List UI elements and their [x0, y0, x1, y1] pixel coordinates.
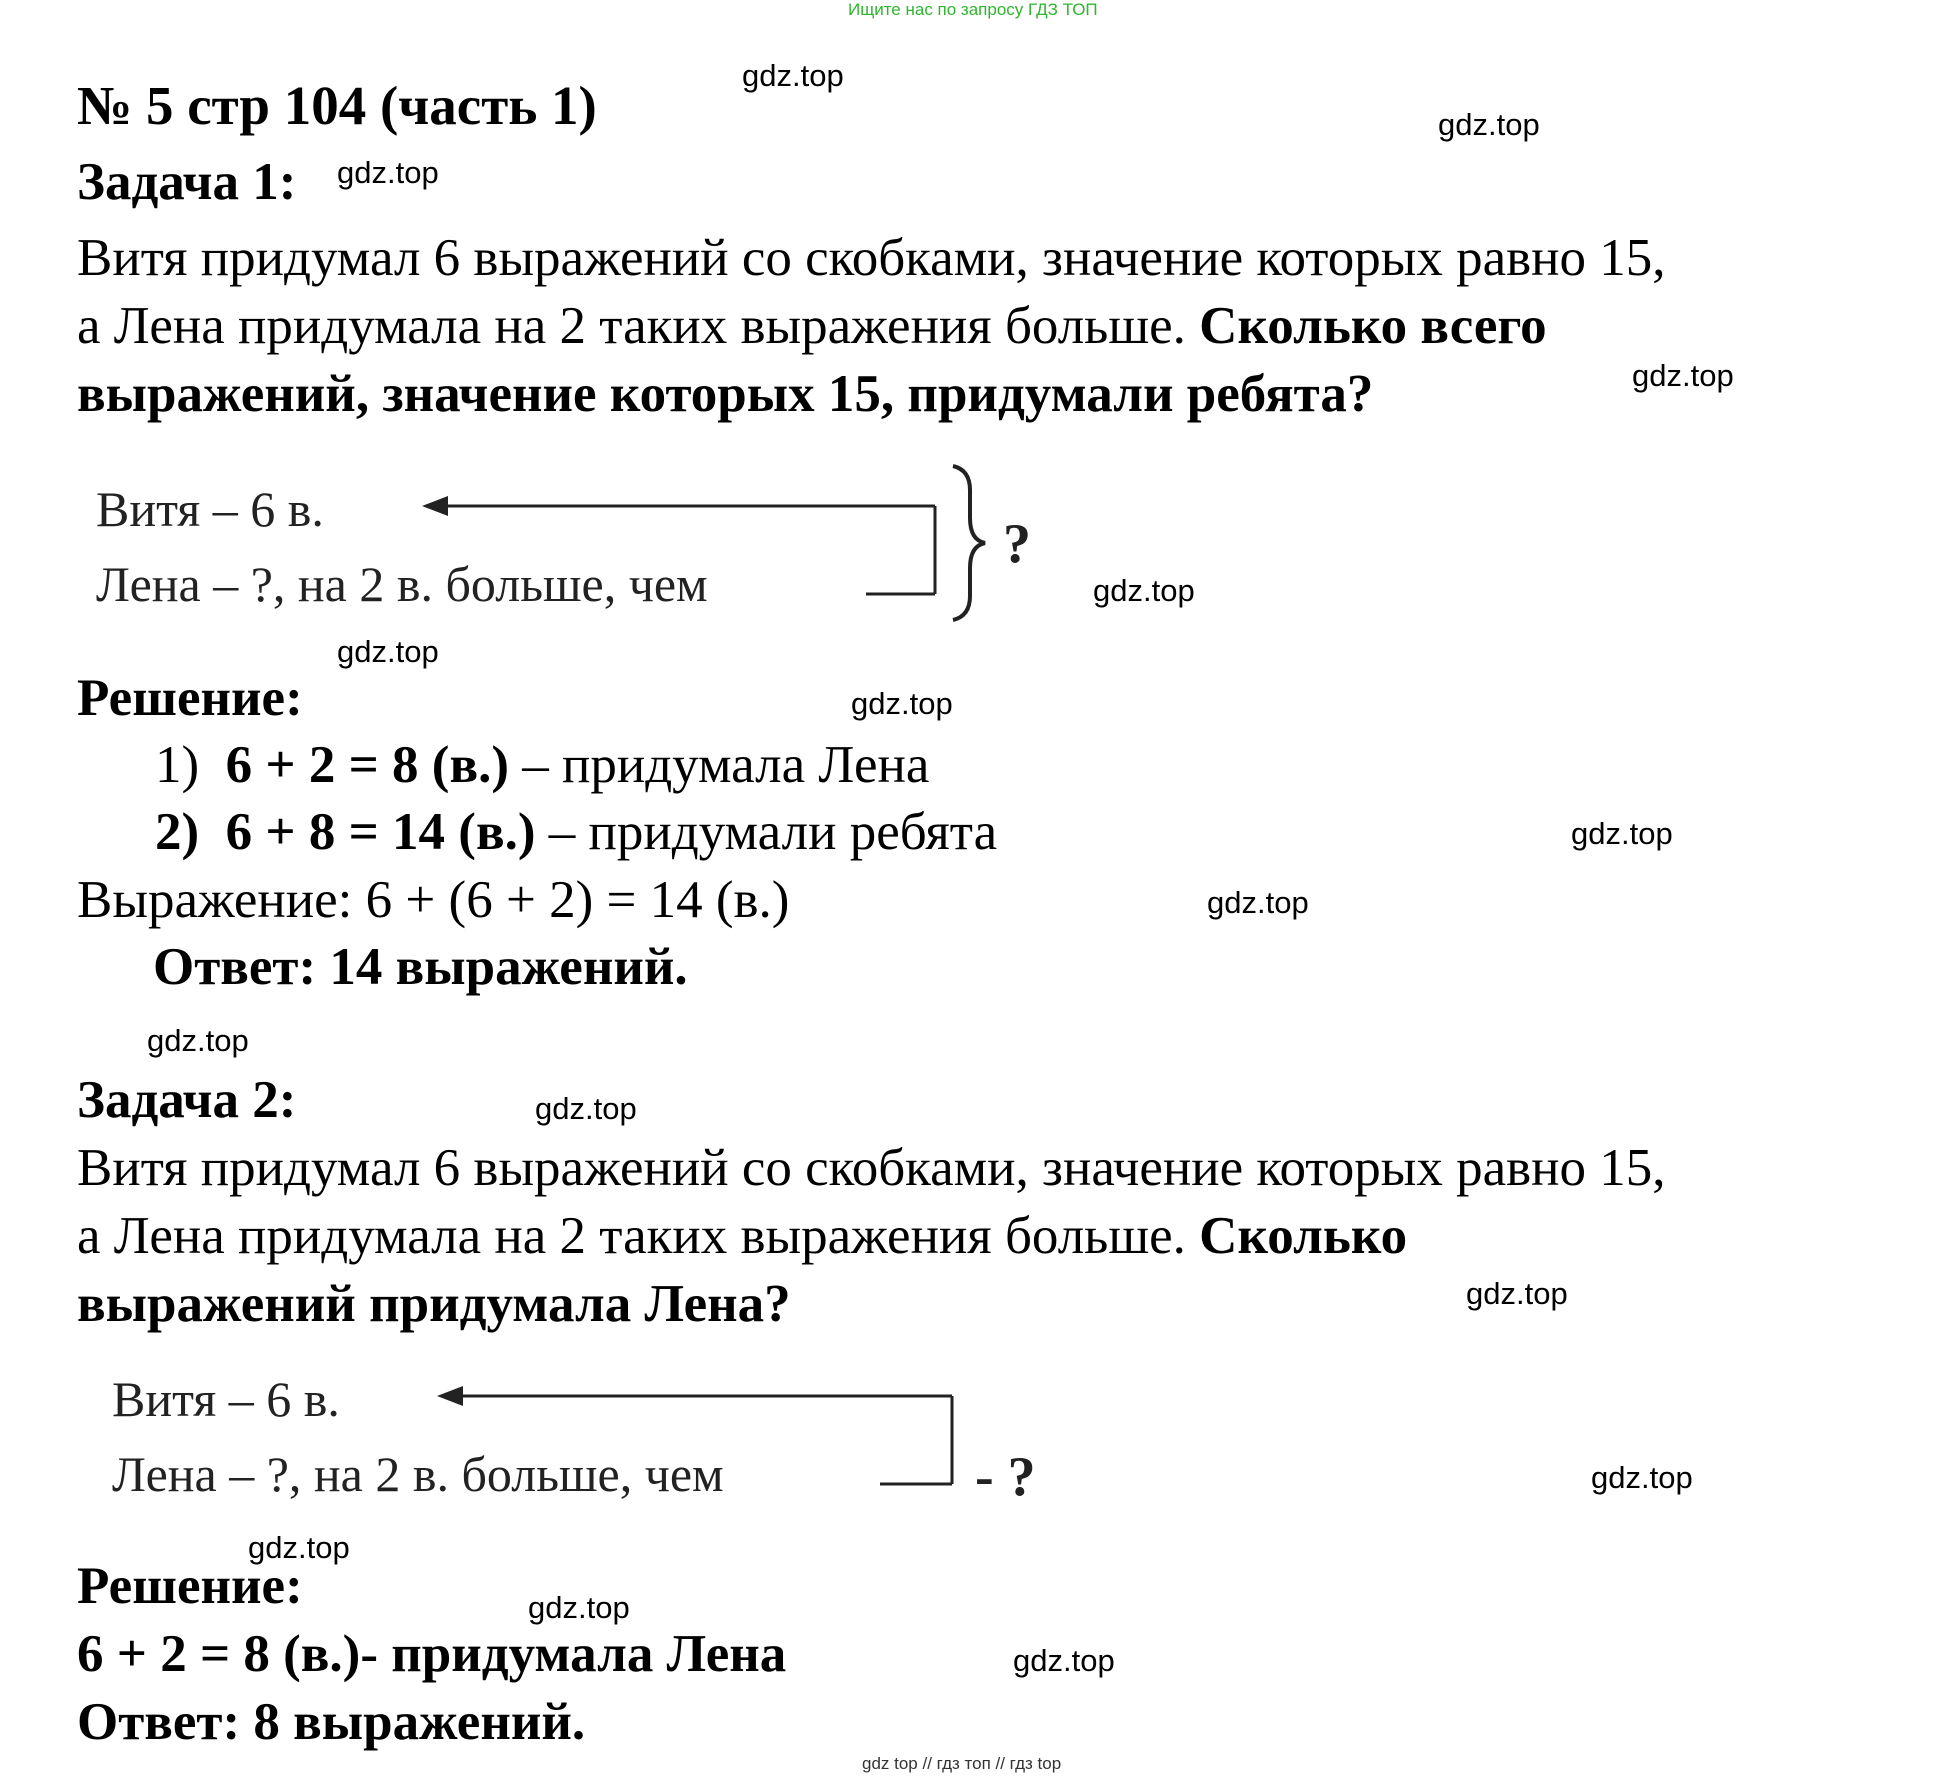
task2-text-line1: Витя придумал 6 выражений со скобками, значение которых равно 15,: [77, 1139, 1666, 1197]
task1-step1-num: 1): [155, 736, 200, 794]
task1-diagram-vitya: Витя – 6 в.: [96, 481, 324, 537]
task1-step2-expr: 6 + 8 = 14 (в.): [225, 803, 536, 861]
watermark-8: gdz.top: [1571, 816, 1673, 851]
task2-text-line2-plain: а Лена придумала на 2 таких выражения больше.: [77, 1207, 1186, 1265]
watermark-7: gdz.top: [851, 686, 953, 721]
task1-question: выражений, значение которых 15, придумали ребята?: [77, 365, 1374, 423]
task1-step2-text: – придумали ребята: [535, 803, 998, 861]
task1-diagram-question: ?: [1003, 513, 1031, 575]
task1-answer: Ответ: 14 выражений.: [153, 938, 688, 996]
watermark-9: gdz.top: [1207, 885, 1309, 920]
task2-answer: Ответ: 8 выражений.: [77, 1693, 586, 1751]
task2-arrowhead: [437, 1386, 463, 1406]
bottom-banner: gdz top // гдз топ // гдз top: [862, 1754, 1062, 1773]
task1-step1-expr: 6 + 2 = 8 (в.): [225, 736, 509, 794]
task2-heading: Задача 2:: [77, 1071, 297, 1129]
task1-expression: Выражение: 6 + (6 + 2) = 14 (в.): [77, 871, 790, 929]
task1-text-line2-plain: а Лена придумала на 2 таких выражения больше.: [77, 297, 1186, 355]
task1-solution-heading: Решение:: [77, 669, 303, 727]
task1-arrow: [440, 506, 935, 594]
watermark-2: gdz.top: [1438, 107, 1540, 142]
task2-diagram-lena: Лена – ?, на 2 в. больше, чем: [112, 1446, 724, 1502]
task1-diagram-lena: Лена – ?, на 2 в. больше, чем: [96, 556, 708, 612]
task2-arrow: [455, 1396, 952, 1484]
task2-diagram-vitya: Витя – 6 в.: [112, 1371, 340, 1427]
task1-text-line1: Витя придумал 6 выражений со скобками, значение которых равно 15,: [77, 229, 1666, 287]
watermark-15: gdz.top: [528, 1590, 630, 1625]
watermark-6: gdz.top: [337, 634, 439, 669]
watermark-10: gdz.top: [147, 1023, 249, 1058]
watermark-1: gdz.top: [742, 58, 844, 93]
task1-text-line2-bold: Сколько всего: [1199, 297, 1547, 355]
task1-arrowhead: [422, 496, 448, 516]
task2-text-line2-bold: Сколько: [1199, 1207, 1408, 1265]
top-banner: Ищите нас по запросу ГДЗ ТОП: [848, 0, 1098, 19]
page-title: № 5 стр 104 (часть 1): [77, 75, 597, 136]
watermark-4: gdz.top: [1632, 358, 1734, 393]
task2-solution-heading: Решение:: [77, 1557, 303, 1615]
task1-brace: [953, 466, 985, 620]
task1-step2-num: 2): [155, 803, 200, 861]
watermark-5: gdz.top: [1093, 573, 1195, 608]
watermark-14: gdz.top: [248, 1530, 350, 1565]
task1-step1-text: – придумала Лена: [508, 736, 930, 794]
task2-solution-line: 6 + 2 = 8 (в.)- придумала Лена: [77, 1625, 787, 1683]
watermark-3: gdz.top: [337, 155, 439, 190]
task1-heading: Задача 1:: [77, 153, 297, 211]
watermark-12: gdz.top: [1466, 1276, 1568, 1311]
task2-question: выражений придумала Лена?: [77, 1275, 791, 1333]
task2-diagram-question: - ?: [975, 1446, 1036, 1508]
watermark-13: gdz.top: [1591, 1460, 1693, 1495]
watermark-16: gdz.top: [1013, 1643, 1115, 1678]
watermark-11: gdz.top: [535, 1091, 637, 1126]
